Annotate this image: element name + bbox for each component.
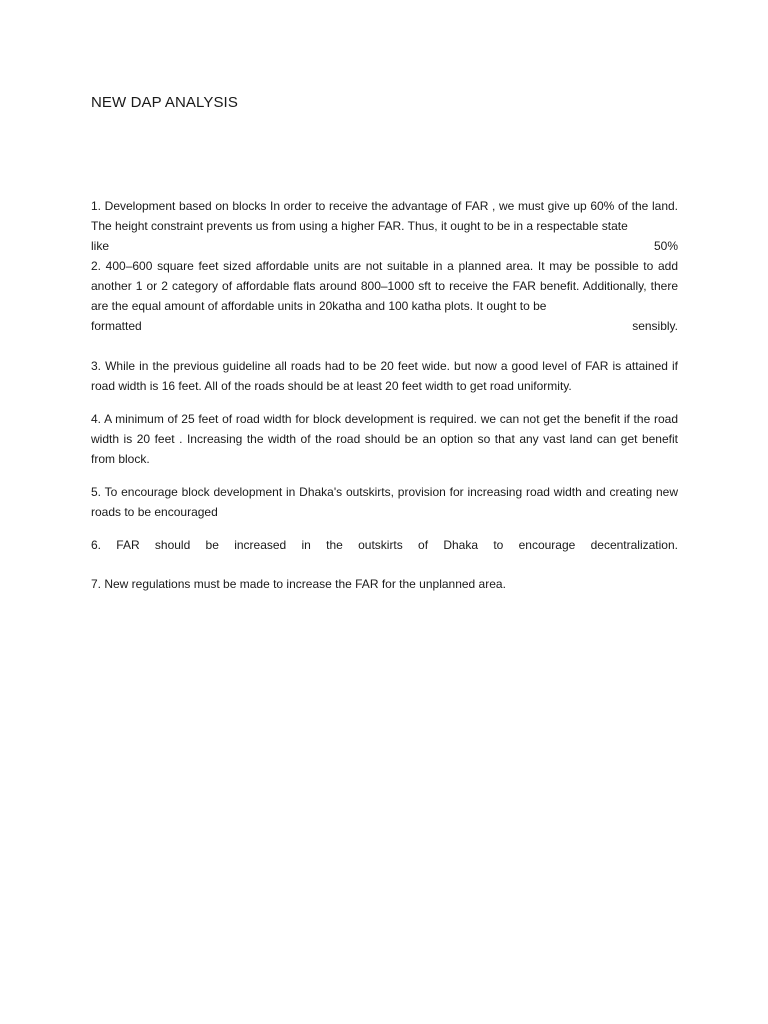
point-2-tail-line <box>91 316 678 336</box>
analysis-point-5: 5. To encourage block development in Dhaka's outskirts, provision for increasing road width and creating new roads to be encouraged <box>91 485 678 519</box>
point-2-tail-left: formatted <box>91 319 142 333</box>
point-2-text: 2. 400–600 square feet sized affordable units are not suitable in a planned area. It may be possible to add another 1 or 2 category of affordable flats around 800–1000 sft to receive the FAR benefit. Additionally, there are the equal amount of affordable units in 20katha and 100 katha plots. It ought to be <box>91 259 678 313</box>
point-2-tail-right: sensibly. <box>632 319 678 333</box>
point-1-text: 1. Development based on blocks In order to receive the advantage of FAR , we must give up 60% of the land. The height constraint prevents us from using a higher FAR. Thus, it ought to be in a respectable state <box>91 199 678 233</box>
analysis-point-4: 4. A minimum of 25 feet of road width for block development is required. we can not get the benefit if the road width is 20 feet . Increasing the width of the road should be an option so that any vast land can get benefit from block. <box>91 412 678 466</box>
page-title: NEW DAP ANALYSIS <box>91 94 238 111</box>
point-1-tail-line <box>91 236 678 256</box>
analysis-point-1 <box>91 196 678 256</box>
analysis-point-3: 3. While in the previous guideline all roads had to be 20 feet wide. but now a good level of FAR is attained if road width is 16 feet. All of the roads should be at least 20 feet width to get road uniformity. <box>91 359 678 393</box>
analysis-point-7: 7. New regulations must be made to increase the FAR for the unplanned area. <box>91 577 506 591</box>
point-1-tail-right: 50% <box>653 239 678 253</box>
point-1-tail-left: like <box>91 239 110 253</box>
analysis-point-6: 6. FAR should be increased in the outskirts of Dhaka to encourage decentralization. <box>91 538 678 552</box>
analysis-point-2 <box>91 256 678 336</box>
